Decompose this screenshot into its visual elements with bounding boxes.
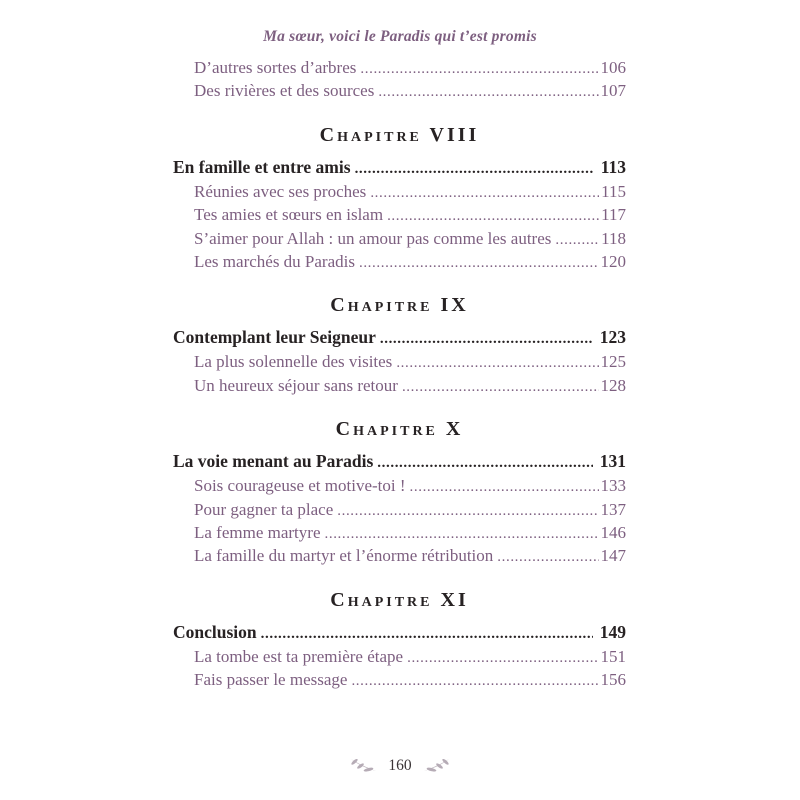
toc-entry <box>173 545 626 568</box>
dot-leader <box>407 648 598 669</box>
toc-entry-page: 107 <box>600 81 626 101</box>
toc-entry <box>173 351 626 374</box>
toc-entry-label: S’aimer pour Allah : un amour pas comme les autres <box>194 228 552 248</box>
toc-entry-page: 137 <box>600 499 626 519</box>
toc-entry <box>173 475 626 498</box>
toc-main-entry <box>173 621 626 645</box>
dot-leader <box>378 82 598 103</box>
dot-leader <box>555 230 599 251</box>
toc-entry-page: 125 <box>600 352 626 372</box>
toc-entry-label: La tombe est ta première étape <box>194 646 404 666</box>
dot-leader <box>380 328 593 350</box>
dot-leader <box>370 183 599 204</box>
dot-leader <box>325 524 599 545</box>
toc-entry <box>173 669 626 692</box>
toc-entry-label: La voie menant au Paradis <box>173 451 374 472</box>
toc-entry-page: 115 <box>601 181 626 201</box>
page-footer <box>0 757 800 775</box>
toc-entry-label: Contemplant leur Seigneur <box>173 327 376 348</box>
dot-leader <box>360 59 598 80</box>
toc-entry-label: Un heureux séjour sans retour <box>194 375 398 395</box>
toc-entry-page: 147 <box>600 546 626 566</box>
toc-entry-label: Fais passer le message <box>194 670 348 690</box>
toc-main-entry <box>173 326 626 350</box>
toc-entry-page: 106 <box>600 58 626 77</box>
toc-entry <box>173 646 626 669</box>
toc-entry <box>173 375 626 398</box>
toc-entry <box>173 228 626 251</box>
toc-entry-page: 131 <box>599 451 626 472</box>
toc-entry-label: Les marchés du Paradis <box>194 252 355 272</box>
toc-entry-page: 118 <box>601 228 626 248</box>
toc-entry-label: La femme martyre <box>194 523 321 543</box>
dot-leader <box>387 206 599 227</box>
dot-leader <box>359 253 599 274</box>
leaf-ornament-left-icon <box>350 759 377 774</box>
toc-main-entry <box>173 156 626 180</box>
toc-entry-label: Sois courageuse et motive-toi ! <box>194 476 406 496</box>
running-header: Ma sœur, voici le Paradis qui t’est promis <box>263 28 537 45</box>
toc-entry-page: 117 <box>601 205 626 225</box>
dot-leader <box>402 377 599 398</box>
toc-entry-page: 151 <box>600 646 626 666</box>
dot-leader <box>377 452 592 474</box>
toc-entry-label: La famille du martyr et l’énorme rétribution <box>194 546 494 566</box>
toc-entry-page: 113 <box>600 156 626 177</box>
toc-entry-page: 146 <box>600 523 626 543</box>
dot-leader <box>351 671 598 692</box>
dot-leader <box>355 158 594 180</box>
toc-entry-label: La plus solennelle des visites <box>194 352 393 372</box>
toc-entry <box>173 80 626 103</box>
toc-entry-label: Tes amies et sœurs en islam <box>194 205 384 225</box>
toc-entry <box>173 499 626 522</box>
toc-entry-page: 149 <box>599 621 626 642</box>
toc-entry-label: En famille et entre amis <box>173 156 351 177</box>
toc-main-entry <box>173 450 626 474</box>
toc-entry-label: Réunies avec ses proches <box>194 181 367 201</box>
toc-entry <box>173 522 626 545</box>
toc-entry-page: 128 <box>600 375 626 395</box>
toc-entry <box>173 204 626 227</box>
dot-leader <box>410 477 599 498</box>
toc-entry <box>173 251 626 274</box>
chapter-heading: Chapitre XI <box>330 588 469 611</box>
dot-leader <box>396 353 598 374</box>
dot-leader <box>261 623 593 645</box>
toc-entry-label: Pour gagner ta place <box>194 499 334 519</box>
toc-entry <box>173 181 626 204</box>
toc-entry-page: 156 <box>600 670 626 690</box>
dot-leader <box>497 547 598 568</box>
chapter-heading: Chapitre VIII <box>319 123 480 146</box>
toc-entry-label: Des rivières et des sources <box>194 81 375 101</box>
toc-entry <box>173 57 626 80</box>
toc-entry-page: 120 <box>600 252 626 272</box>
footer-page-number: 160 <box>388 757 412 774</box>
toc-entry-page: 123 <box>599 327 626 348</box>
dot-leader <box>337 501 598 522</box>
chapter-heading: Chapitre X <box>335 418 464 441</box>
toc-entry-label: Conclusion <box>173 621 257 642</box>
leaf-ornament-right-icon <box>423 759 450 774</box>
chapter-heading: Chapitre IX <box>330 294 469 317</box>
table-of-contents <box>173 57 626 693</box>
toc-entry-page: 133 <box>600 476 626 496</box>
toc-entry-label: D’autres sortes d’arbres <box>194 58 357 77</box>
